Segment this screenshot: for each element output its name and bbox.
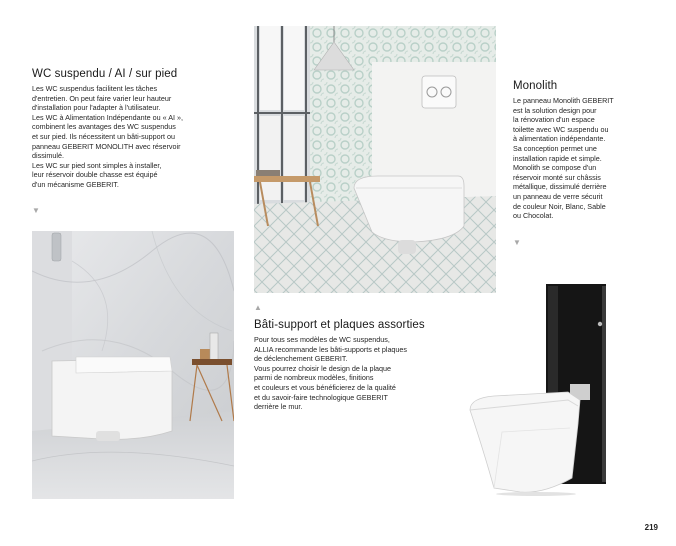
section-wc	[32, 68, 237, 190]
text-line: d'un mécanisme GEBERIT.	[32, 179, 119, 189]
text-line: de couleur Noir, Blanc, Sable	[513, 201, 606, 211]
text-line: Pour tous ses modèles de WC suspendus,	[254, 335, 390, 344]
text-line: à alimentation indépendante.	[513, 134, 606, 144]
page-number: 219	[644, 523, 658, 532]
text-line: installation rapide et simple.	[513, 153, 602, 163]
text-line: parmi de nombreux modèles, finitions	[254, 373, 374, 383]
down-arrow-icon: ▼	[32, 206, 40, 215]
text-line: Les WC sur pied sont simples à installer,	[32, 160, 162, 170]
text-line: Monolith se compose d'un	[513, 163, 597, 173]
section-bati	[254, 319, 464, 412]
text-line: et du savoir-faire technologique GEBERIT	[254, 392, 388, 402]
text-line: réservoir monté sur châssis	[513, 172, 601, 182]
text-line: dissimulé.	[32, 151, 64, 161]
text-line: Vous pourrez choisir le design de la plaque	[254, 363, 392, 373]
section-bati-title: Bâti-support et plaques assorties	[254, 319, 425, 331]
text-line: ou Chocolat.	[513, 211, 554, 221]
section-bati-body	[254, 335, 464, 412]
text-line: d'installation pour l'adapter à l'utilisateur.	[32, 103, 161, 113]
photo-tiled-bathroom	[254, 26, 496, 293]
marble-bathroom-illustration	[32, 231, 234, 499]
text-line: Sa conception permet une	[513, 143, 597, 153]
tiled-bathroom-illustration	[254, 26, 496, 293]
photo-monolith-product	[464, 282, 614, 496]
section-wc-body	[32, 84, 237, 190]
text-line: panneau GEBERIT MONOLITH avec réservoir	[32, 141, 181, 151]
text-line: un panneau de verre sécurit	[513, 191, 603, 201]
down-arrow-icon: ▼	[513, 238, 521, 247]
text-line: Les WC suspendus facilitent les tâches	[32, 84, 158, 93]
section-monolith	[513, 80, 663, 221]
text-line: d'entretien. On peut faire varier leur hauteur	[32, 93, 172, 103]
text-line: combinent les avantages des WC suspendus	[32, 122, 176, 132]
text-line: et couleurs et vous bénéficierez de la qualité	[254, 382, 396, 392]
text-line: ALLIA recommande les bâti-supports et plaques	[254, 344, 408, 354]
section-wc-title: WC suspendu / AI / sur pied	[32, 68, 178, 80]
text-line: toilette avec WC suspendu ou	[513, 124, 609, 134]
photo-marble-bathroom	[32, 231, 234, 499]
text-line: leur réservoir double chasse est équipé	[32, 170, 158, 180]
section-monolith-body	[513, 96, 663, 221]
text-line: derrière le mur.	[254, 402, 303, 412]
text-line: métallique, dissimulé derrière	[513, 182, 607, 192]
section-monolith-title: Monolith	[513, 80, 558, 92]
text-line: de déclenchement GEBERIT.	[254, 354, 348, 364]
text-line: Les WC à Alimentation Indépendante ou « AI »,	[32, 112, 184, 122]
text-line: est la solution design pour	[513, 105, 597, 115]
text-line: Le panneau Monolith GEBERIT	[513, 96, 614, 105]
text-line: la rénovation d'un espace	[513, 115, 595, 125]
monolith-product-illustration	[464, 282, 614, 496]
text-line: et sur pied. Ils nécessitent un bâti-support ou	[32, 131, 176, 141]
up-arrow-icon: ▲	[254, 303, 262, 312]
